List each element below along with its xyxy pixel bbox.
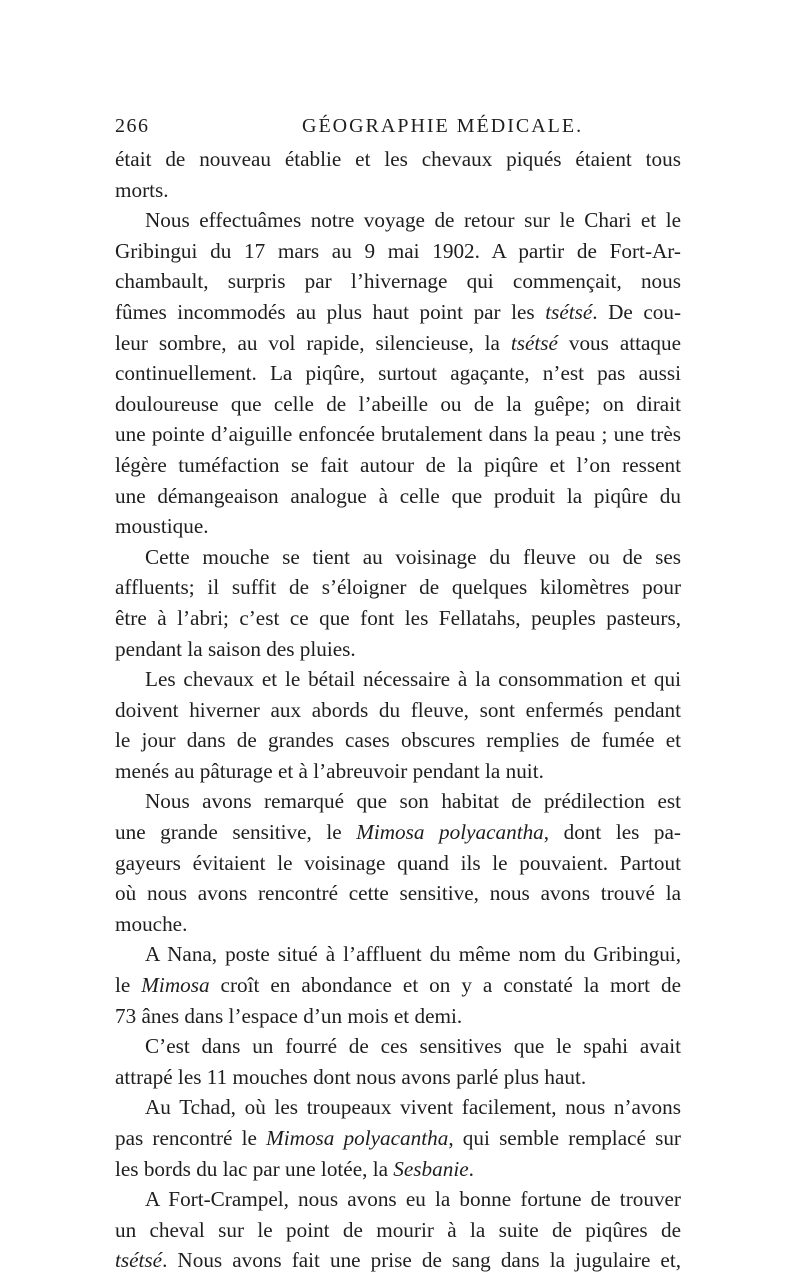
text-line (115, 144, 681, 175)
text-line (115, 664, 681, 695)
text-segment: le (115, 973, 142, 998)
text-segment: où nous avons rencontré cette sensitive, nous avons trouvé la (115, 881, 681, 906)
text-segment: Les chevaux et le bétail nécessaire à la consommation et qui (145, 667, 681, 692)
italic-text-segment: Mimosa polyacantha (266, 1126, 449, 1150)
text-segment: une démangeaison analogue à celle que produit la piqûre du (115, 483, 681, 508)
text-segment: A Fort-Crampel, nous avons eu la bonne fortune de trouver (145, 1187, 681, 1212)
text-line (115, 970, 681, 1001)
text-segment: les bords du lac par une lotée, la (115, 1156, 394, 1181)
text-segment: . (468, 1156, 474, 1181)
italic-text-segment: tsétsé (510, 330, 558, 355)
text-segment: pendant la saison des pluies. (115, 636, 356, 661)
text-segment: leur sombre, au vol rapide, silencieuse, la (115, 330, 511, 355)
text-line (115, 1154, 681, 1185)
text-line (115, 266, 681, 297)
text-segment: vous attaque (557, 330, 681, 355)
text-segment: A Nana, poste situé à l’affluent du même nom du Gribingui, (145, 942, 681, 967)
text-line (115, 358, 681, 389)
running-title: GÉOGRAPHIE MÉDICALE. (302, 115, 584, 137)
page-number: 266 (115, 115, 150, 137)
italic-text-segment: tsétsé (545, 299, 593, 324)
text-segment: fûmes incommodés au plus haut point par les (115, 299, 546, 324)
text-line (115, 848, 681, 879)
text-segment: . Nous avons fait une prise de sang dans la jugulaire et, (162, 1248, 681, 1273)
text-segment: affluents; il suffit de s’éloigner de quelques kilomètres pour (115, 575, 681, 600)
text-segment: Cette mouche se tient au voisinage du fleuve ou de ses (145, 544, 681, 569)
text-line (115, 1123, 681, 1154)
text-line (115, 419, 681, 450)
italic-text-segment: tsétsé (115, 1248, 163, 1273)
text-line (115, 175, 681, 206)
text-segment: morts. (115, 177, 169, 202)
body-text (115, 144, 681, 1276)
text-segment: une grande sensitive, le (115, 820, 357, 845)
text-segment: gayeurs évitaient le voisinage quand ils le pouvaient. Partout (115, 850, 681, 875)
text-line (115, 450, 681, 481)
text-segment: 73 ânes dans l’espace d’un mois et demi. (115, 1003, 463, 1028)
text-segment: doivent hiverner aux abords du fleuve, sont enfermés pendant (115, 697, 681, 722)
text-line (115, 328, 681, 359)
text-line (115, 695, 681, 726)
text-line (115, 817, 681, 848)
text-segment: légère tuméfaction se fait autour de la piqûre et l’on ressent (115, 452, 681, 477)
text-segment: mouche. (115, 911, 188, 936)
text-segment: Nous avons remarqué que son habitat de prédilection est (145, 789, 681, 814)
text-segment: menés au pâturage et à l’abreuvoir pendant la nuit. (115, 758, 544, 783)
text-segment: une pointe d’aiguille enfoncée brutalement dans la peau ; une très (115, 422, 681, 447)
text-segment: Gribingui du 17 mars au 9 mai 1902. A partir de Fort-Ar- (115, 238, 681, 263)
text-segment: était de nouveau établie et les chevaux piqués étaient tous (115, 147, 681, 171)
text-line (115, 236, 681, 267)
text-line (115, 603, 681, 634)
text-line (115, 909, 681, 940)
text-segment: attrapé les 11 mouches dont nous avons parlé plus haut. (115, 1064, 587, 1089)
text-line (115, 481, 681, 512)
text-line (115, 542, 681, 573)
text-segment: , dont les pa- (543, 820, 681, 845)
italic-text-segment: Mimosa (141, 973, 210, 998)
text-line (115, 297, 681, 328)
text-segment: C’est dans un fourré de ces sensitives que le spahi avait (145, 1034, 681, 1059)
text-segment: Nous effectuâmes notre voyage de retour sur le Chari et le (145, 208, 681, 233)
text-line (115, 1092, 681, 1123)
text-segment: . De cou- (592, 299, 681, 324)
text-segment: douloureuse que celle de l’abeille ou de la guêpe; on dirait (115, 391, 681, 416)
text-line (115, 878, 681, 909)
text-line (115, 205, 681, 236)
running-header (115, 115, 685, 143)
text-line (115, 725, 681, 756)
text-segment: moustique. (115, 514, 209, 539)
text-line (115, 756, 681, 787)
text-segment: croît en abondance et on y a constaté la mort de (209, 973, 681, 998)
text-line (115, 1215, 681, 1246)
text-line (115, 1001, 681, 1032)
italic-text-segment: Sesbanie (393, 1156, 469, 1181)
text-line (115, 634, 681, 665)
text-line (115, 572, 681, 603)
text-segment: , qui semble remplacé sur (448, 1126, 681, 1150)
text-segment: pas rencontré le (115, 1126, 267, 1150)
italic-text-segment: Mimosa polyacantha (356, 820, 544, 845)
text-line (115, 1062, 681, 1093)
text-segment: chambault, surpris par l’hivernage qui commençait, nous (115, 269, 681, 294)
text-segment: être à l’abri; c’est ce que font les Fellatahs, peuples pasteurs, (115, 605, 681, 630)
text-line (115, 939, 681, 970)
text-segment: continuellement. La piqûre, surtout agaçante, n’est pas aussi (115, 361, 681, 386)
text-line (115, 1031, 681, 1062)
text-line (115, 511, 681, 542)
text-segment: Au Tchad, où les troupeaux vivent facilement, nous n’avons (145, 1095, 681, 1120)
text-line (115, 786, 681, 817)
text-segment: un cheval sur le point de mourir à la suite de piqûres de (115, 1217, 681, 1242)
text-line (115, 389, 681, 420)
text-line (115, 1184, 681, 1215)
text-segment: le jour dans de grandes cases obscures remplies de fumée et (115, 728, 681, 753)
text-line (115, 1245, 681, 1276)
